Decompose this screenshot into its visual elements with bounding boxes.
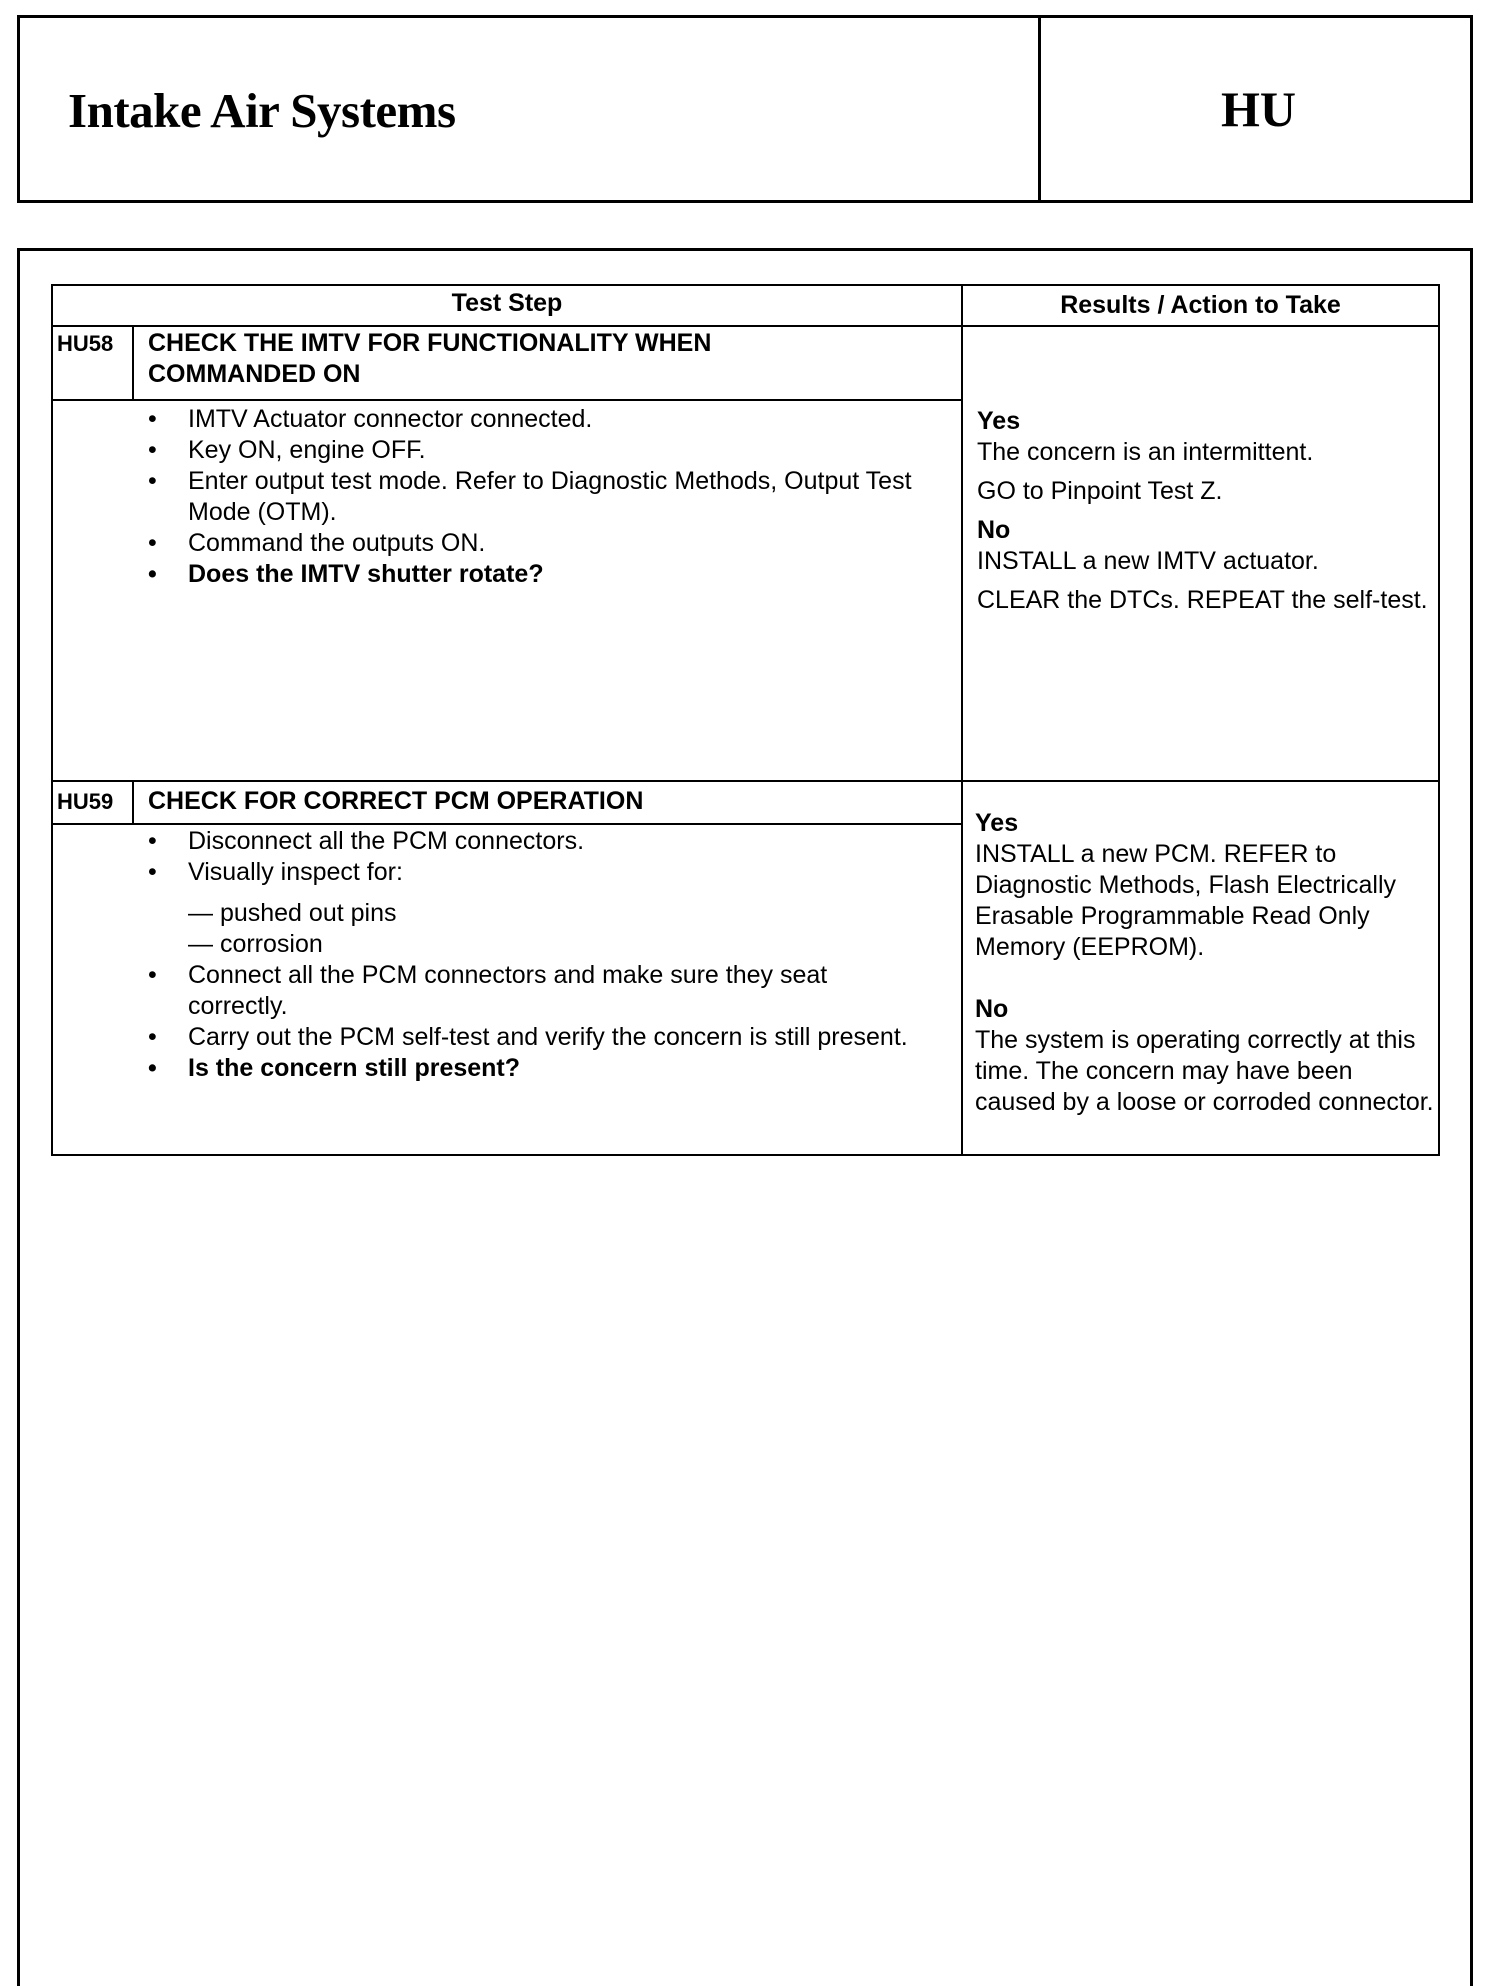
no-action: The system is operating correctly at this time. The concern may have been caused by a loose or corroded connector.: [975, 1026, 1434, 1116]
id-divider: [132, 781, 134, 824]
instruction: • Connect all the PCM connectors and make sure they seat correctly.: [148, 960, 888, 1022]
step-results: [977, 406, 1432, 616]
column-header-test-step: Test Step: [451, 289, 563, 317]
page-header: [17, 15, 1473, 203]
instruction-question: • Is the concern still present?: [148, 1053, 978, 1084]
title-divider: [53, 823, 961, 825]
instruction: • IMTV Actuator connector connected.: [148, 404, 948, 435]
row-divider: [53, 780, 1438, 782]
step-title: CHECK THE IMTV FOR FUNCTIONALITY WHEN COMMANDED ON: [148, 329, 712, 388]
step-instructions: [148, 826, 978, 1084]
no-label: No: [977, 516, 1011, 544]
header-divider: [53, 325, 1438, 327]
yes-label: Yes: [975, 809, 1019, 837]
instruction: • Visually inspect for:: [148, 857, 978, 888]
instruction: • Carry out the PCM self-test and verify the concern is still present.: [148, 1022, 928, 1053]
step-results: [975, 808, 1435, 1118]
yes-label: Yes: [977, 407, 1021, 435]
instruction: • Key ON, engine OFF.: [148, 435, 948, 466]
no-label: No: [975, 995, 1009, 1023]
yes-action: INSTALL a new PCM. REFER to Diagnostic Methods, Flash Electrically Erasable Programmable Read Only Memory (EEPROM).: [975, 840, 1396, 961]
step-id: HU58: [57, 331, 114, 356]
step-title: CHECK FOR CORRECT PCM OPERATION: [148, 787, 644, 815]
section-title: Intake Air Systems: [68, 83, 456, 138]
instruction: • Command the outputs ON.: [148, 528, 948, 559]
yes-action: The concern is an intermittent.: [977, 438, 1314, 466]
inspect-item: — pushed out pins: [188, 899, 397, 927]
no-action: INSTALL a new IMTV actuator.: [977, 547, 1319, 575]
inspect-item: — corrosion: [188, 930, 323, 958]
no-action: CLEAR the DTCs. REPEAT the self-test.: [977, 586, 1428, 614]
section-code: HU: [1038, 18, 1476, 200]
instruction-question: • Does the IMTV shutter rotate?: [148, 559, 948, 590]
instruction: • Disconnect all the PCM connectors.: [148, 826, 978, 857]
id-divider: [132, 326, 134, 400]
yes-action: GO to Pinpoint Test Z.: [977, 477, 1223, 505]
diagnostic-table: [51, 284, 1440, 1156]
title-divider: [53, 399, 961, 401]
step-instructions: [148, 404, 948, 590]
instruction: • Enter output test mode. Refer to Diagnostic Methods, Output Test Mode (OTM).: [148, 466, 948, 528]
step-id: HU59: [57, 789, 114, 814]
column-header-results: Results / Action to Take: [1060, 291, 1341, 319]
